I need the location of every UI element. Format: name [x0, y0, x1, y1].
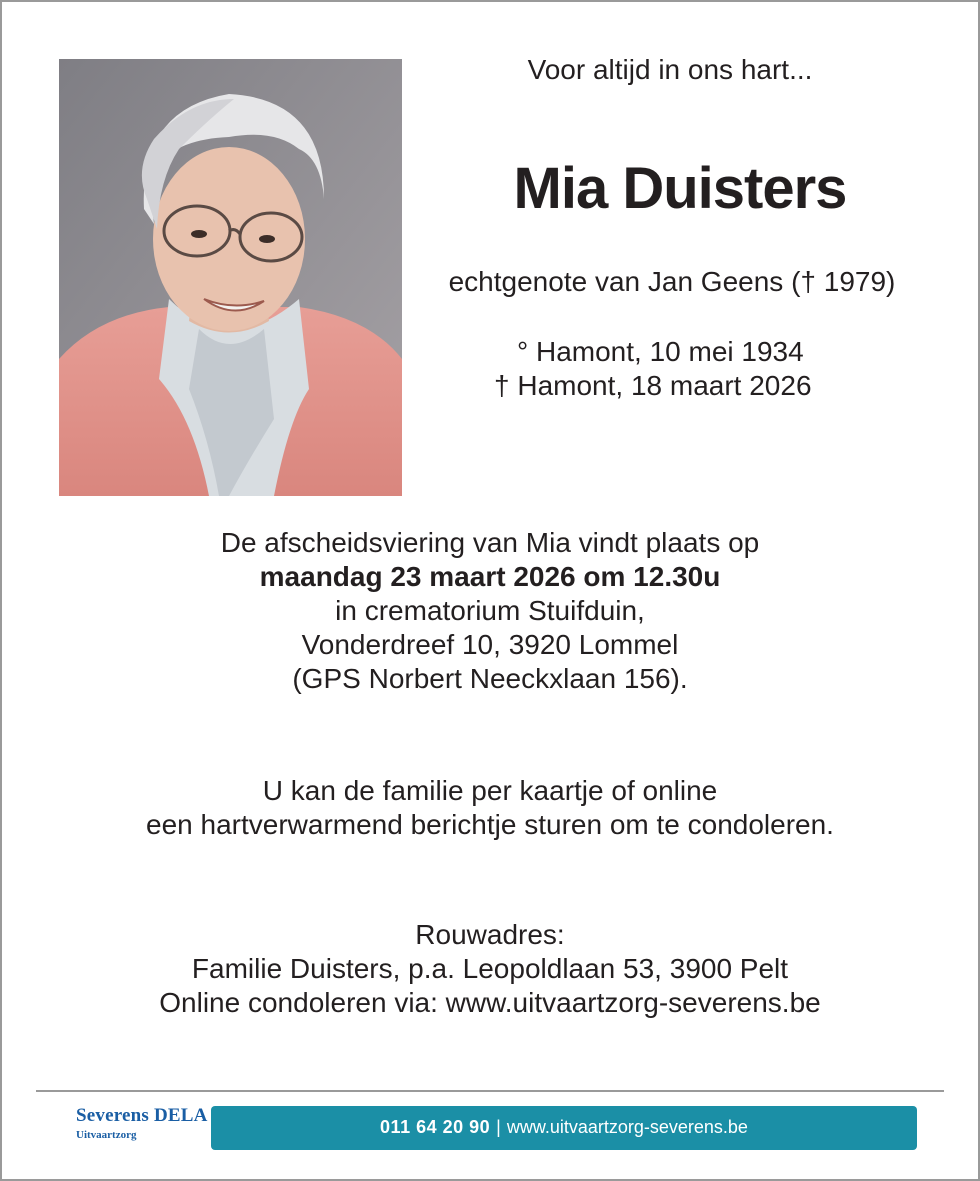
- contact-info: [211, 1117, 917, 1138]
- online-condolence-line: Online condoleren via: www.uitvaartzorg-severens.be: [159, 987, 821, 1018]
- ceremony-intro: De afscheidsviering van Mia vindt plaats op: [220, 527, 760, 558]
- condolence-line-1: U kan de familie per kaartje of online: [262, 775, 718, 806]
- motto: Voor altijd in ons hart...: [527, 54, 813, 85]
- ceremony-block: [0, 526, 980, 696]
- contact-separator: |: [496, 1117, 501, 1137]
- funeral-home-logo: [76, 1106, 208, 1141]
- mourning-address: Familie Duisters, p.a. Leopoldlaan 53, 3900 Pelt: [191, 953, 789, 984]
- ceremony-venue: in crematorium Stuifduin,: [335, 595, 645, 626]
- footer-divider: [36, 1090, 944, 1092]
- death-line: † Hamont, 18 maart 2026: [494, 370, 812, 401]
- condolence-line-2: een hartverwarmend berichtje sturen om te condoleren.: [146, 809, 834, 840]
- logo-subtitle: Uitvaartzorg: [76, 1129, 137, 1141]
- birth-line: ° Hamont, 10 mei 1934: [517, 336, 804, 367]
- ceremony-date: maandag 23 maart 2026 om 12.30u: [259, 561, 721, 592]
- ceremony-address: Vonderdreef 10, 3920 Lommel: [301, 629, 679, 660]
- ceremony-gps: (GPS Norbert Neeckxlaan 156).: [292, 663, 688, 694]
- phone-number[interactable]: 011 64 20 90: [380, 1117, 491, 1137]
- spouse-line: echtgenote van Jan Geens († 1979): [448, 266, 896, 297]
- deceased-name: Mia Duisters: [513, 156, 847, 221]
- logo-brand: Severens DELA: [76, 1105, 208, 1126]
- mourning-address-label: Rouwadres:: [415, 919, 565, 950]
- mourning-address-block: [0, 918, 980, 1020]
- condolence-block: [0, 774, 980, 842]
- contact-bar: [211, 1106, 917, 1150]
- portrait-photo: [59, 59, 402, 496]
- website-link[interactable]: www.uitvaartzorg-severens.be: [506, 1117, 748, 1137]
